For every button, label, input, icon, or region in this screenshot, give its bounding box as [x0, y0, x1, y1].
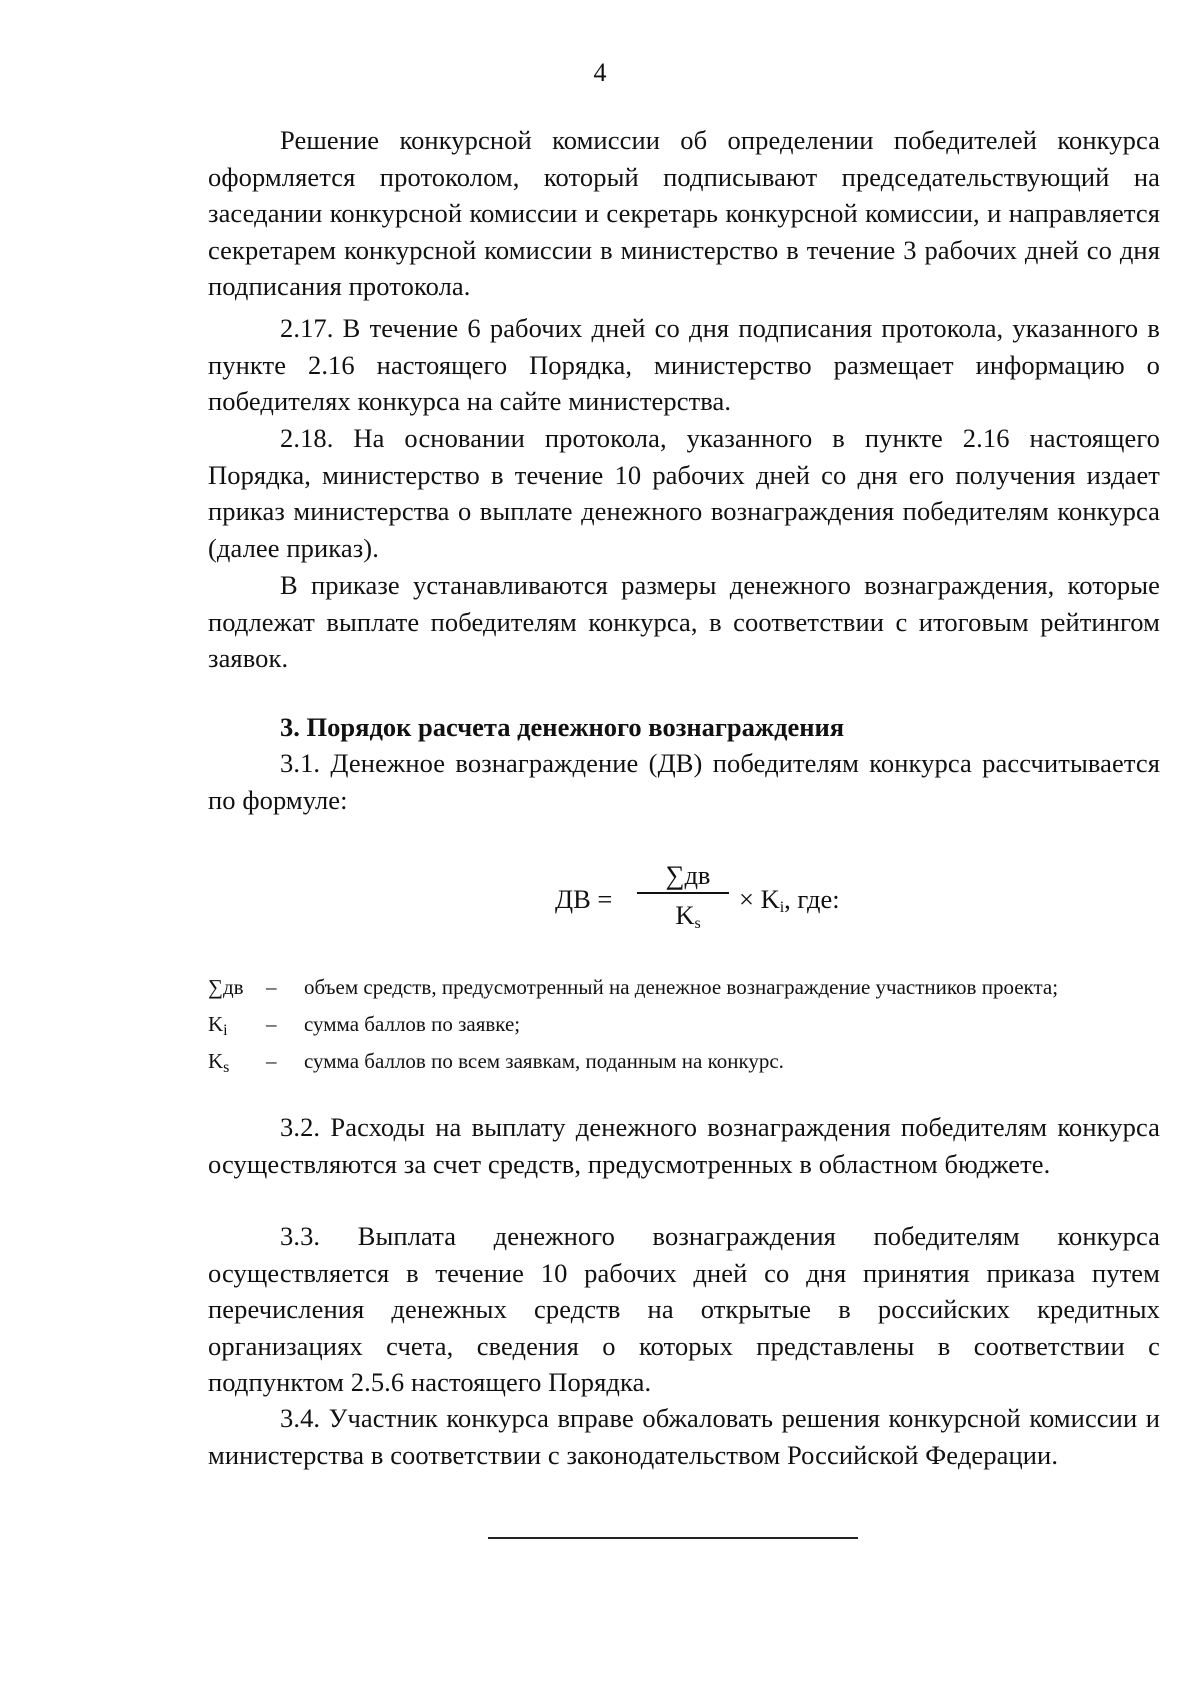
paragraph-2-17 — [208, 310, 1160, 420]
definition-term-sub: s — [223, 1059, 230, 1076]
paragraph-3-4 — [208, 1400, 1160, 1473]
formula-definitions — [208, 975, 1160, 1086]
definition-row — [208, 1049, 1160, 1076]
paragraph-text: Решение конкурсной комиссии об определении победителей конкурса оформляется протоколом, который подписывают председательствующий на заседании конкурсной комиссии и секретарь конкурсной комиссии, и направляется секретарем конкурсной комиссии в министерство в течение 3 рабочих дней со дня подписания протокола. — [208, 125, 1160, 301]
formula-denominator — [645, 900, 731, 930]
formula-denominator-sub: s — [694, 915, 701, 932]
definition-dash: – — [266, 1049, 277, 1073]
definition-term — [208, 1012, 266, 1039]
paragraph-text: В приказе устанавливаются размеры денежного вознаграждения, которые подлежат выплате победителям конкурса, в соответствии с итоговым рейтингом заявок. — [208, 570, 1160, 673]
paragraph-3-3 — [208, 1218, 1160, 1401]
definition-term-base: ∑дв — [208, 975, 244, 999]
definition-dash: – — [266, 1012, 277, 1036]
paragraph-text: 3.2. Расходы на выплату денежного вознаграждения победителям конкурса осуществляются за счет средств, предусмотренных в областном бюджете. — [208, 1112, 1160, 1179]
paragraph-3-2 — [208, 1109, 1160, 1182]
definition-dash: – — [266, 975, 277, 999]
formula-numerator: ∑дв — [665, 860, 711, 890]
formula-rhs-sub: i — [779, 899, 785, 916]
definition-term-base: K — [208, 1049, 224, 1073]
formula-denominator-base: K — [675, 900, 695, 930]
paragraph-text: 3.1. Денежное вознаграждение (ДВ) победителям конкурса рассчитывается по формуле: — [208, 748, 1160, 815]
paragraph-3-1 — [208, 745, 1160, 818]
definition-term — [208, 975, 266, 999]
section-heading: 3. Порядок расчета денежного вознаграждения — [280, 712, 845, 742]
page-number: 4 — [593, 58, 607, 87]
paragraph-text: 3.3. Выплата денежного вознаграждения победителям конкурса осуществляется в течение 10 рабочих дней со дня принятия приказа путем перечисления денежных средств на открытые в российских кредитных организациях счета, сведения о которых представлены в соответствии с подпунктом 2.5.6 настоящего Порядка. — [208, 1221, 1160, 1397]
formula-rhs-suffix: , где: — [784, 884, 840, 914]
paragraph-commission-decision — [208, 122, 1160, 305]
formula-lhs: ДВ = — [555, 884, 613, 914]
definition-term-sub: i — [223, 1022, 228, 1039]
paragraph-text: 3.4. Участник конкурса вправе обжаловать решения конкурсной комиссии и министерства в соответствии с законодательством Российской Федерации. — [208, 1403, 1160, 1470]
reward-formula — [555, 860, 875, 940]
definition-text: сумма баллов по заявке; — [304, 1012, 521, 1036]
definition-text: сумма баллов по всем заявкам, поданным на конкурс. — [304, 1049, 784, 1073]
paragraph-order-amounts — [208, 567, 1160, 677]
end-divider-line — [488, 1537, 858, 1539]
paragraph-text: 2.17. В течение 6 рабочих дней со дня подписания протокола, указанного в пункте 2.16 настоящего Порядка, министерство размещает информацию о победителях конкурса на сайте министерства. — [208, 313, 1160, 416]
formula-rhs-prefix: × K — [739, 884, 780, 914]
definition-row — [208, 975, 1160, 999]
definition-term — [208, 1049, 266, 1076]
paragraph-text: 2.18. На основании протокола, указанного в пункте 2.16 настоящего Порядка, министерство в течение 10 рабочих дней со дня его получения издает приказ министерства о выплате денежного вознаграждения победителям конкурса (далее приказ). — [208, 423, 1160, 563]
formula-fraction-bar — [637, 892, 729, 894]
definition-text: объем средств, предусмотренный на денежное вознаграждение участников проекта; — [304, 975, 1059, 999]
formula-rhs — [739, 882, 840, 916]
definition-term-base: K — [208, 1012, 224, 1036]
paragraph-2-18 — [208, 420, 1160, 566]
definition-row — [208, 1012, 1160, 1039]
